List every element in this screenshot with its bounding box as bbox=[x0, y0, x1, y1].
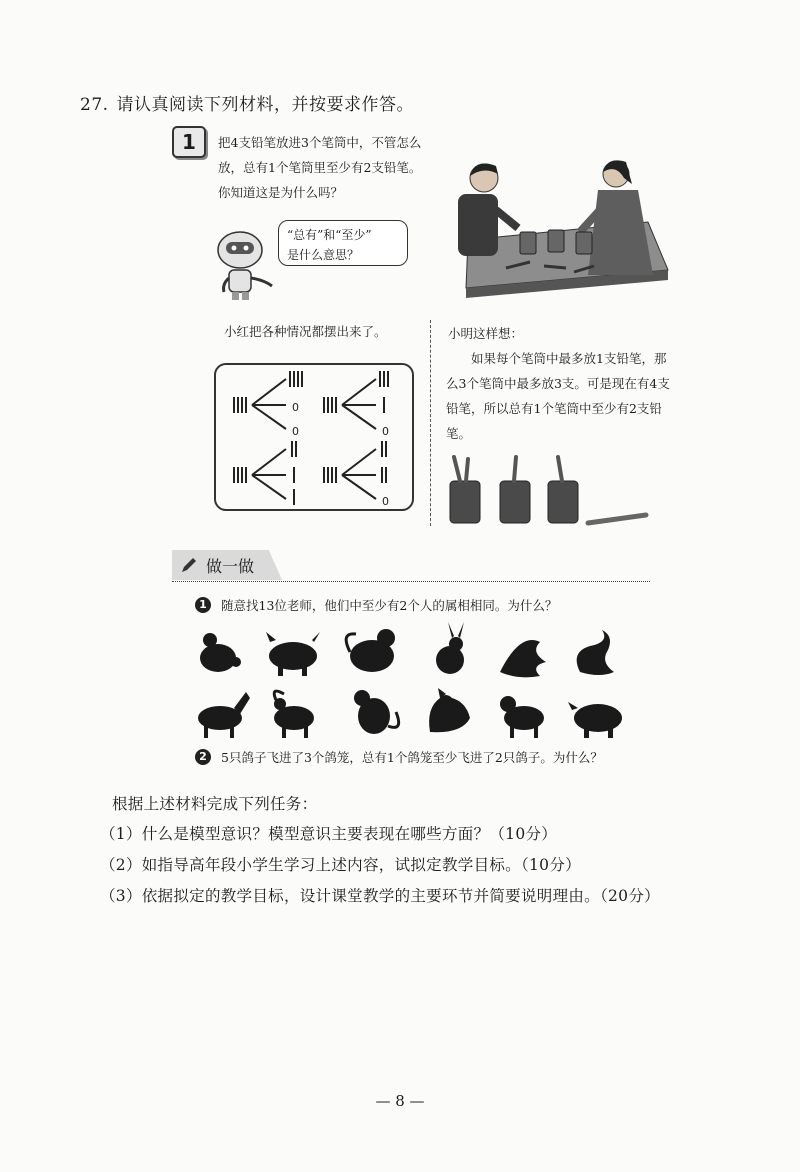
page-number: — 8 — bbox=[375, 1092, 425, 1110]
zodiac-rabbit-icon bbox=[436, 622, 464, 674]
pencil-icon bbox=[180, 557, 198, 575]
xiaoming-reasoning: 如果每个笔筒中最多放1支铅笔，那么3个笔筒中最多放3支。可是现在有4支铅笔，所以总有1个笔筒中至少有2支铅笔。 bbox=[446, 351, 670, 441]
zodiac-tiger-icon bbox=[346, 629, 395, 672]
zodiac-horse-icon bbox=[198, 692, 250, 738]
children-pencils-illustration bbox=[448, 150, 670, 300]
bubble-line: “总有”和“至少” bbox=[287, 228, 372, 242]
speech-bubble bbox=[278, 220, 408, 266]
exercise-number: 1 bbox=[195, 597, 211, 613]
tally-zero: 0 bbox=[292, 425, 299, 438]
dotted-divider bbox=[172, 581, 650, 582]
task-item: （3）依据拟定的教学目标，设计课堂教学的主要环节并简要说明理由。（20分） bbox=[100, 887, 660, 905]
doit-label: 做一做 bbox=[206, 557, 255, 576]
intro-line: 把4支铅笔放进3个笔筒中，不管怎么 bbox=[218, 135, 422, 150]
xiaoming-heading: 小明这样想： bbox=[448, 326, 524, 341]
tally-case bbox=[234, 371, 302, 429]
tally-diagram bbox=[216, 365, 412, 509]
zodiac-monkey-icon bbox=[354, 690, 399, 734]
question-number: 27. bbox=[80, 95, 109, 115]
bubble-line: 是什么意思？ bbox=[287, 248, 360, 262]
zodiac-animals bbox=[190, 622, 640, 742]
intro-line: 放，总有1个笔筒里至少有2支铅笔。 bbox=[218, 160, 422, 175]
zodiac-dragon-icon bbox=[500, 640, 546, 677]
tally-case bbox=[324, 371, 388, 429]
zodiac-ox-icon bbox=[266, 632, 320, 676]
tally-case bbox=[324, 441, 386, 499]
zodiac-rooster-icon bbox=[429, 688, 470, 732]
tasks-intro: 根据上述材料完成下列任务： bbox=[112, 795, 318, 813]
question-title: 请认真阅读下列材料，并按要求作答。 bbox=[116, 95, 415, 115]
zodiac-snake-icon bbox=[577, 630, 614, 675]
intro-line: 你知道这是为什么吗？ bbox=[218, 185, 344, 200]
exercise-item bbox=[195, 596, 557, 614]
tally-case bbox=[234, 441, 296, 505]
exercise-number: 2 bbox=[195, 749, 211, 765]
tally-zero: 0 bbox=[382, 425, 389, 438]
exercise-text: 5只鸽子飞进了3个鸽笼，总有1个鸽笼至少飞进了2只鸽子。为什么？ bbox=[221, 750, 603, 765]
exercise-text: 随意找13位老师，他们中至少有2个人的属相相同。为什么？ bbox=[221, 598, 558, 613]
task-item: （2）如指导高年段小学生学习上述内容，试拟定教学目标。（10分） bbox=[100, 856, 581, 874]
question-heading bbox=[80, 90, 414, 115]
zodiac-rat-icon bbox=[200, 633, 241, 672]
column-divider bbox=[430, 320, 431, 526]
task-item: （1）什么是模型意识？模型意识主要表现在哪些方面？（10分） bbox=[100, 825, 558, 843]
tally-cases-box bbox=[214, 363, 414, 511]
tally-zero: 0 bbox=[292, 401, 299, 414]
material-badge: 1 bbox=[172, 126, 206, 158]
robot-illustration bbox=[212, 228, 282, 304]
material-intro bbox=[218, 130, 458, 205]
zodiac-dog-icon bbox=[500, 696, 544, 738]
pencil-cups-illustration bbox=[446, 455, 656, 530]
xiaohong-heading: 小红把各种情况都摆出来了。 bbox=[224, 324, 387, 339]
exercise-item bbox=[195, 748, 603, 766]
tally-zero: 0 bbox=[382, 495, 389, 508]
zodiac-goat-icon bbox=[274, 691, 314, 738]
zodiac-pig-icon bbox=[568, 702, 622, 738]
